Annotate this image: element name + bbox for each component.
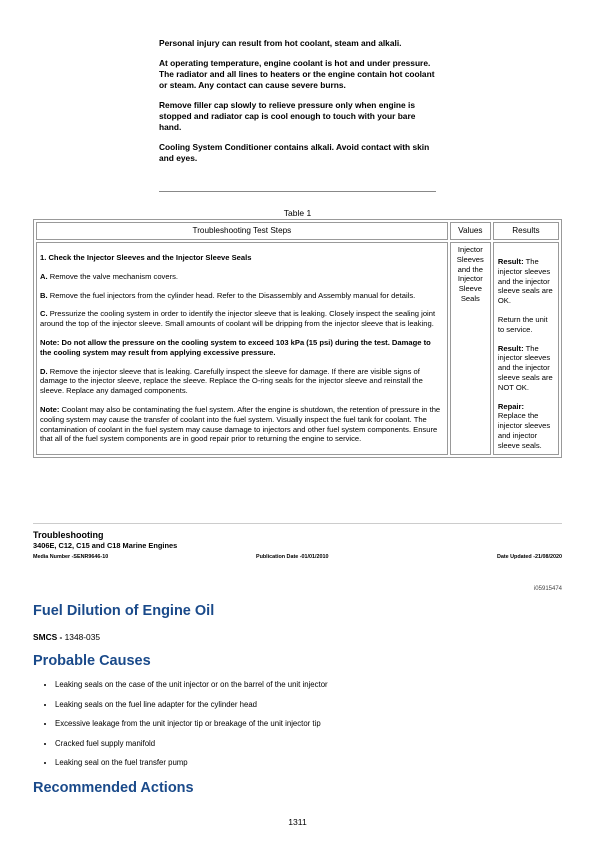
result-not-ok xyxy=(498,344,555,393)
step-title: 1. Check the Injector Sleeves and the Injector Sleeve Seals xyxy=(40,253,252,262)
step-label: D. xyxy=(40,366,48,376)
header-steps: Troubleshooting Test Steps xyxy=(36,222,448,240)
manual-subtitle: 3406E, C12, C15 and C18 Marine Engines xyxy=(33,541,178,550)
note-label: Note: xyxy=(40,404,60,414)
list-item: • Cracked fuel supply manifold xyxy=(55,739,328,747)
probable-causes-heading: Probable Causes xyxy=(33,653,151,669)
warning-divider xyxy=(159,191,436,192)
contamination-note xyxy=(40,405,444,444)
smcs-code xyxy=(33,632,100,642)
manual-title: Troubleshooting xyxy=(33,530,104,540)
publication-date: Publication Date -01/01/2010 xyxy=(256,554,329,560)
step-a xyxy=(40,272,444,282)
step-text: Remove the fuel injectors from the cylinder head. Refer to the Disassembly and Assembly manual for details. xyxy=(47,290,416,300)
document-id: i05915474 xyxy=(533,586,562,592)
footer-divider xyxy=(33,523,562,524)
result-action: Return the unit to service. xyxy=(497,314,548,334)
recommended-actions-heading: Recommended Actions xyxy=(33,780,194,796)
troubleshooting-table xyxy=(33,219,562,458)
repair-label: Repair: xyxy=(497,401,525,411)
result-text: The injector sleeves and the injector sleeve seals are NOT OK. xyxy=(497,343,553,392)
result-label: Result: xyxy=(497,343,524,353)
header-results: Results xyxy=(493,222,559,240)
result-label: Result: xyxy=(497,257,524,266)
warning-text: Personal injury can result from hot coolant, steam and alkali. xyxy=(159,38,402,48)
section-title: Fuel Dilution of Engine Oil xyxy=(33,603,215,619)
list-item: • Leaking seal on the fuel transfer pump xyxy=(55,758,328,766)
header-values: Values xyxy=(450,222,491,240)
repair xyxy=(498,402,555,451)
page-number: 1311 xyxy=(288,817,307,827)
smcs-value: 1348-035 xyxy=(62,632,101,642)
date-updated: Date Updated -21/08/2020 xyxy=(496,554,562,560)
result-ok xyxy=(498,257,555,306)
warning-block xyxy=(159,38,439,173)
note-text: Coolant may also be contaminating the fuel system. After the engine is shutdown, the retention of pressure in the cooling system may cause the transfer of coolant into the fuel system. Visually inspect the fuel tank for coolant. The contamination of coolant in the fuel system may cause damage to injectors and other fuel system components. Ensure that all of the fuel system components are in good repair prior to returning the engine to service. xyxy=(40,404,441,444)
repair-text: Replace the injector sleeves and injector sleeve seals. xyxy=(497,411,551,450)
pressure-note: Note: Do not allow the pressure on the cooling system to exceed 103 kPa (15 psi) during the test. Damage to the cooling system may result from applying excessive pressure. xyxy=(40,337,431,357)
result-text: The injector sleeves and the injector sleeve seals are OK. xyxy=(497,257,553,306)
warning-text: At operating temperature, engine coolant is hot and under pressure. The radiator and all lines to heaters or the engine contain hot coolant or steam. Any contact can cause severe burns. xyxy=(159,58,435,90)
values-cell: Injector Sleeves and the Injector Sleeve Seals xyxy=(450,242,491,455)
step-label: B. xyxy=(40,290,48,300)
step-text: Remove the valve mechanism covers. xyxy=(47,271,179,281)
table-row xyxy=(36,242,559,455)
test-steps-cell xyxy=(36,242,448,455)
step-d xyxy=(40,367,444,396)
list-item: • Excessive leakage from the unit injector tip or breakage of the unit injector tip xyxy=(55,719,328,727)
warning-text: Remove filler cap slowly to relieve pressure only when engine is stopped and radiator cap is cool enough to touch with your bare hand. xyxy=(159,100,416,132)
table-header-row xyxy=(36,222,559,240)
warning-text: Cooling System Conditioner contains alkali. Avoid contact with skin and eyes. xyxy=(159,142,430,163)
step-text: Pressurize the cooling system in order to identify the injector sleeve that is leaking. Closely inspect the sealing joint around the top of the injector sleeve. Small amounts of coolant will be dripping from the injector sleeve that is leaking. xyxy=(40,309,436,329)
step-b xyxy=(40,291,444,301)
step-c xyxy=(40,309,444,329)
list-item: • Leaking seals on the case of the unit injector or on the barrel of the unit injector xyxy=(55,680,328,688)
smcs-label: SMCS - xyxy=(33,632,63,642)
step-label: A. xyxy=(40,271,48,281)
step-label: C. xyxy=(40,309,48,319)
step-text: Remove the injector sleeve that is leaking. Carefully inspect the sleeve for damage. If there are visible signs of damage to the injector sleeve, replace the sleeve. Replace the O-ring seals for the injector sleeve and reinstall the sleeve. Replace any damaged components. xyxy=(40,366,423,396)
media-number: Media Number -SENR9646-10 xyxy=(33,554,109,560)
list-item: • Leaking seals on the fuel line adapter for the cylinder head xyxy=(55,700,328,708)
table-caption: Table 1 xyxy=(283,208,312,218)
results-cell xyxy=(493,242,559,455)
causes-list xyxy=(33,680,328,778)
